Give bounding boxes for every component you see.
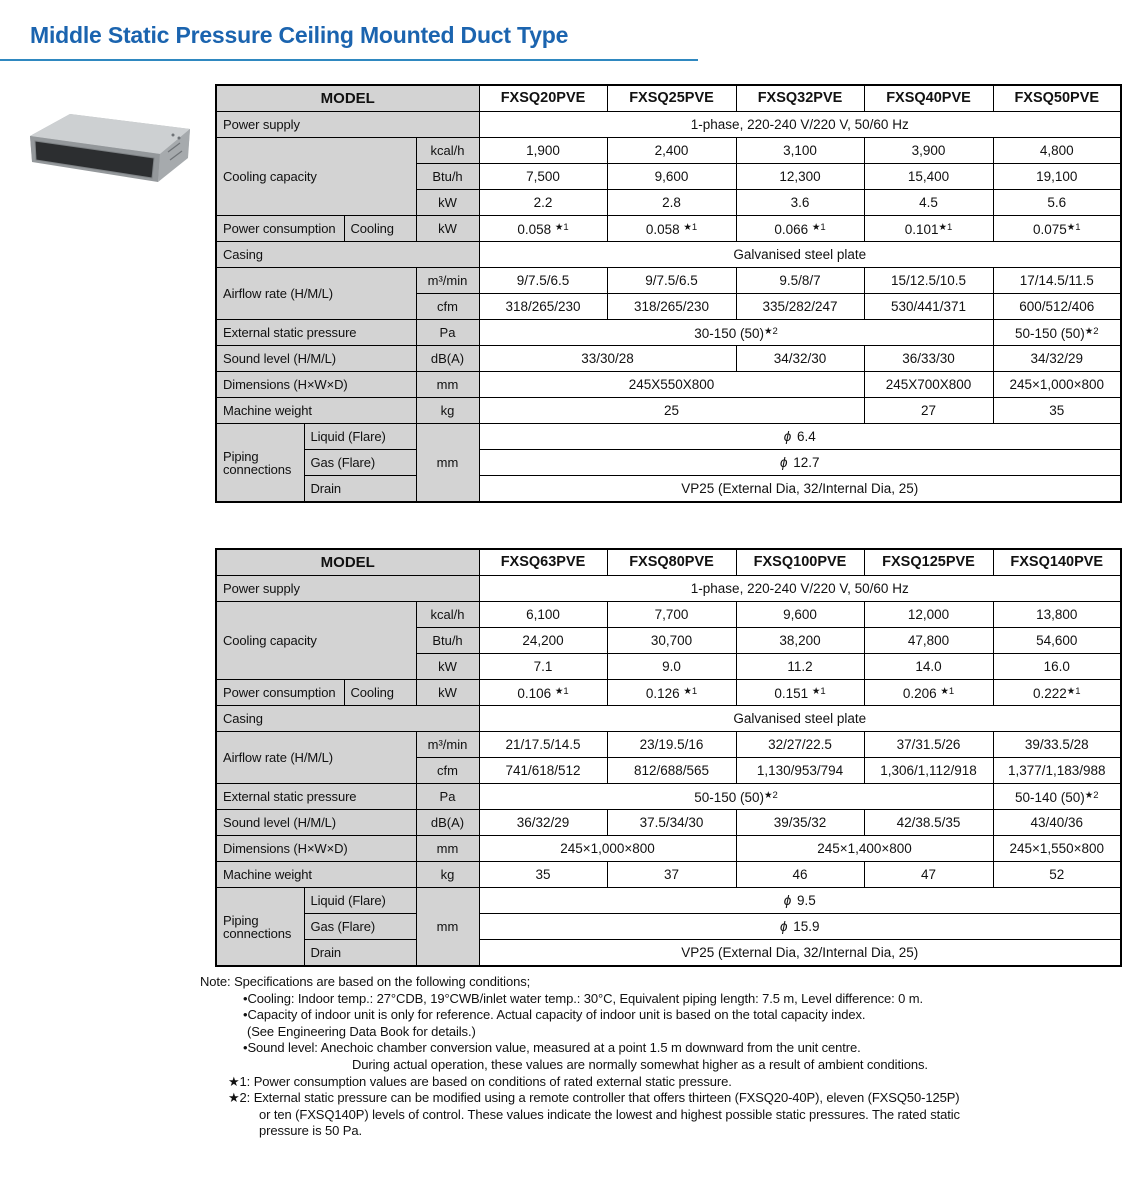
spec-value: 3,900 [864, 138, 993, 164]
footnote-marker: ★1 [1066, 686, 1081, 697]
row-label: Piping connections [216, 424, 304, 503]
model-name: FXSQ63PVE [479, 549, 607, 576]
footnote-marker: ★1 [940, 686, 955, 697]
unit-label: dB(A) [416, 346, 479, 372]
spec-value: 1-phase, 220-240 V/220 V, 50/60 Hz [479, 112, 1121, 138]
spec-value: 36/32/29 [479, 810, 607, 836]
unit-label: mm [416, 836, 479, 862]
row-label: External static pressure [216, 784, 416, 810]
note-line: Note: Specifications are based on the following conditions; [200, 974, 531, 989]
unit-label: cfm [416, 294, 479, 320]
model-name: FXSQ100PVE [736, 549, 864, 576]
model-header: MODEL [216, 85, 479, 112]
unit-label: Pa [416, 320, 479, 346]
note-line: ★2: External static pressure can be modified using a remote controller that offers thirteen (FXSQ20-40P), eleven (FXSQ50-125P) [228, 1090, 960, 1106]
spec-value: 12,000 [864, 602, 993, 628]
spec-value: Galvanised steel plate [479, 706, 1121, 732]
notes [200, 974, 960, 1140]
spec-value: 35 [479, 862, 607, 888]
spec-value: 2,400 [607, 138, 736, 164]
title-rule [0, 59, 698, 61]
row-label: Drain [304, 476, 416, 503]
spec-value: $0.075^{★1}$ [993, 216, 1121, 242]
phi-symbol: ϕ [779, 455, 788, 470]
spec-value: 54,600 [993, 628, 1121, 654]
spec-table-fxsq63-140 [215, 548, 1122, 967]
model-name: FXSQ140PVE [993, 549, 1121, 576]
spec-value: 38,200 [736, 628, 864, 654]
spec-value: 35 [993, 398, 1121, 424]
unit-label: kW [416, 654, 479, 680]
row-label: Cooling capacity [216, 602, 416, 680]
footnote-marker: ★2 [763, 326, 778, 337]
note-line: pressure is 50 Pa. [259, 1123, 362, 1139]
row-label: Machine weight [216, 398, 416, 424]
unit-label: mm [416, 372, 479, 398]
spec-value: 19,100 [993, 164, 1121, 190]
spec-value: 50-150 $(50)^{★2}$ [479, 784, 993, 810]
spec-value: 27 [864, 398, 993, 424]
unit-label: dB(A) [416, 810, 479, 836]
spec-value: 7.1 [479, 654, 607, 680]
spec-value: 318/265/230 [479, 294, 607, 320]
spec-value: 0.206 $^{★1}$ [864, 680, 993, 706]
model-name: FXSQ25PVE [607, 85, 736, 112]
footnote-marker: ★2 [1084, 326, 1099, 337]
model-name: FXSQ40PVE [864, 85, 993, 112]
row-label: Liquid (Flare) [304, 888, 416, 914]
row-label: Airflow rate (H/M/L) [216, 268, 416, 320]
row-label: Power supply [216, 576, 479, 602]
spec-value: 12,300 [736, 164, 864, 190]
footnote-marker: ★2 [1084, 790, 1099, 801]
spec-value: 37 [607, 862, 736, 888]
spec-value: 2.2 [479, 190, 607, 216]
spec-value: 33/30/28 [479, 346, 736, 372]
spec-value: 245×1,400×800 [736, 836, 993, 862]
row-label: Power consumption [216, 680, 344, 706]
spec-value: 1,306/1,112/918 [864, 758, 993, 784]
spec-value: ϕ 9.5 [479, 888, 1121, 914]
spec-value: 0.058 $^{★1}$ [479, 216, 607, 242]
spec-value: 14.0 [864, 654, 993, 680]
spec-value: 39/33.5/28 [993, 732, 1121, 758]
spec-value: 0.151 $^{★1}$ [736, 680, 864, 706]
spec-value: $0.101^{★1}$ [864, 216, 993, 242]
footnote-marker: ★1 [938, 222, 953, 233]
model-name: FXSQ50PVE [993, 85, 1121, 112]
spec-value: 50-140 $(50)^{★2}$ [993, 784, 1121, 810]
spec-value: 37/31.5/26 [864, 732, 993, 758]
model-name: FXSQ20PVE [479, 85, 607, 112]
spec-value: 5.6 [993, 190, 1121, 216]
product-image [12, 106, 202, 201]
spec-value: ϕ 6.4 [479, 424, 1121, 450]
spec-value: 741/618/512 [479, 758, 607, 784]
duct-unit-illustration [12, 106, 202, 201]
row-label: Piping connections [216, 888, 304, 967]
spec-value: 7,500 [479, 164, 607, 190]
spec-value: 34/32/30 [736, 346, 864, 372]
unit-label: kW [416, 680, 479, 706]
footnote-marker: ★1 [811, 686, 826, 697]
spec-value: 9,600 [607, 164, 736, 190]
row-label: Cooling [344, 680, 416, 706]
spec-value: 4,800 [993, 138, 1121, 164]
model-name: FXSQ80PVE [607, 549, 736, 576]
spec-value: 812/688/565 [607, 758, 736, 784]
spec-value: 9/7.5/6.5 [479, 268, 607, 294]
spec-value: 39/35/32 [736, 810, 864, 836]
unit-label: kW [416, 190, 479, 216]
note-line: (See Engineering Data Book for details.) [247, 1023, 476, 1039]
spec-value: 52 [993, 862, 1121, 888]
spec-value: 7,700 [607, 602, 736, 628]
spec-value: 3,100 [736, 138, 864, 164]
spec-value: 46 [736, 862, 864, 888]
spec-value: 9.5/8/7 [736, 268, 864, 294]
spec-value: ϕ 15.9 [479, 914, 1121, 940]
unit-label: Btu/h [416, 628, 479, 654]
unit-label: m³/min [416, 268, 479, 294]
model-header: MODEL [216, 549, 479, 576]
spec-value: 0.126 $^{★1}$ [607, 680, 736, 706]
row-label: Sound level (H/M/L) [216, 810, 416, 836]
spec-value: 47 [864, 862, 993, 888]
note-line: •Cooling: Indoor temp.: 27°CDB, 19°CWB/inlet water temp.: 30°C, Equivalent piping length: 7.5 m, Level difference: 0 m. [243, 990, 924, 1006]
footnote-marker: ★1 [811, 222, 826, 233]
spec-value: 25 [479, 398, 864, 424]
spec-value: 47,800 [864, 628, 993, 654]
note-line: ★1: Power consumption values are based on conditions of rated external static pressure. [228, 1073, 732, 1089]
spec-value: 17/14.5/11.5 [993, 268, 1121, 294]
spec-value: 15/12.5/10.5 [864, 268, 993, 294]
spec-value: VP25 (External Dia, 32/Internal Dia, 25) [479, 476, 1121, 503]
row-label: Casing [216, 706, 479, 732]
spec-value: 34/32/29 [993, 346, 1121, 372]
spec-value: 245X550X800 [479, 372, 864, 398]
footnote-marker: ★1 [554, 686, 569, 697]
spec-value: 1,130/953/794 [736, 758, 864, 784]
row-label: Gas (Flare) [304, 914, 416, 940]
unit-label: kW [416, 216, 479, 242]
spec-value: 9,600 [736, 602, 864, 628]
spec-value: 9.0 [607, 654, 736, 680]
row-label: Liquid (Flare) [304, 424, 416, 450]
spec-value: 50-150 $(50)^{★2}$ [993, 320, 1121, 346]
model-name: FXSQ32PVE [736, 85, 864, 112]
spec-value: 24,200 [479, 628, 607, 654]
spec-value: 16.0 [993, 654, 1121, 680]
page-title: Middle Static Pressure Ceiling Mounted Duct Type [30, 22, 569, 48]
footnote-marker: ★1 [683, 222, 698, 233]
spec-value: 245X700X800 [864, 372, 993, 398]
unit-label: mm [416, 424, 479, 503]
footnote-marker: ★1 [1066, 222, 1081, 233]
spec-value: 36/33/30 [864, 346, 993, 372]
spec-value: 43/40/36 [993, 810, 1121, 836]
spec-value: 13,800 [993, 602, 1121, 628]
note-line: •Sound level: Anechoic chamber conversion value, measured at a point 1.5 m downward from the unit centre. [243, 1040, 861, 1056]
spec-value: 6,100 [479, 602, 607, 628]
spec-value: 4.5 [864, 190, 993, 216]
unit-label: m³/min [416, 732, 479, 758]
spec-value: ϕ 12.7 [479, 450, 1121, 476]
unit-label: Btu/h [416, 164, 479, 190]
note-line: or ten (FXSQ140P) levels of control. These values indicate the lowest and highest possible static pressures. The rated static [259, 1106, 960, 1122]
unit-label: kcal/h [416, 602, 479, 628]
phi-symbol: ϕ [779, 919, 788, 934]
spec-table-fxsq20-50 [215, 84, 1122, 503]
unit-label: kg [416, 862, 479, 888]
model-name: FXSQ125PVE [864, 549, 993, 576]
unit-label: kcal/h [416, 138, 479, 164]
spec-value: $0.222^{★1}$ [993, 680, 1121, 706]
spec-value: 335/282/247 [736, 294, 864, 320]
unit-label: cfm [416, 758, 479, 784]
note-line: •Capacity of indoor unit is only for reference. Actual capacity of indoor unit is based on the total capacity index. [243, 1007, 866, 1023]
spec-value: 37.5/34/30 [607, 810, 736, 836]
row-label: Dimensions (H×W×D) [216, 836, 416, 862]
unit-label: Pa [416, 784, 479, 810]
spec-value: 2.8 [607, 190, 736, 216]
spec-value: 0.106 $^{★1}$ [479, 680, 607, 706]
spec-value: 30,700 [607, 628, 736, 654]
spec-value: 245×1,550×800 [993, 836, 1121, 862]
row-label: Airflow rate (H/M/L) [216, 732, 416, 784]
spec-value: 318/265/230 [607, 294, 736, 320]
spec-value: 1,900 [479, 138, 607, 164]
row-label: Dimensions (H×W×D) [216, 372, 416, 398]
row-label: Casing [216, 242, 479, 268]
spec-value: 1,377/1,183/988 [993, 758, 1121, 784]
spec-value: 245×1,000×800 [993, 372, 1121, 398]
footnote-marker: ★1 [554, 222, 569, 233]
spec-value: 9/7.5/6.5 [607, 268, 736, 294]
footnote-marker: ★2 [763, 790, 778, 801]
spec-value: Galvanised steel plate [479, 242, 1121, 268]
spec-value: 530/441/371 [864, 294, 993, 320]
spec-value: 23/19.5/16 [607, 732, 736, 758]
row-label: Power supply [216, 112, 479, 138]
note-line: During actual operation, these values are normally somewhat higher as a result of ambient conditions. [352, 1056, 928, 1072]
row-label: Sound level (H/M/L) [216, 346, 416, 372]
spec-value: 21/17.5/14.5 [479, 732, 607, 758]
unit-label: kg [416, 398, 479, 424]
row-label: Gas (Flare) [304, 450, 416, 476]
row-label: Machine weight [216, 862, 416, 888]
spec-value: 30-150 $(50)^{★2}$ [479, 320, 993, 346]
row-label: Power consumption [216, 216, 344, 242]
spec-value: 0.066 $^{★1}$ [736, 216, 864, 242]
row-label: Cooling capacity [216, 138, 416, 216]
row-label: Drain [304, 940, 416, 967]
spec-value: 3.6 [736, 190, 864, 216]
spec-value: 11.2 [736, 654, 864, 680]
spec-value: 1-phase, 220-240 V/220 V, 50/60 Hz [479, 576, 1121, 602]
spec-value: 15,400 [864, 164, 993, 190]
unit-label: mm [416, 888, 479, 967]
phi-symbol: ϕ [783, 429, 792, 444]
phi-symbol: ϕ [783, 893, 792, 908]
spec-value: 245×1,000×800 [479, 836, 736, 862]
spec-value: 0.058 $^{★1}$ [607, 216, 736, 242]
row-label: External static pressure [216, 320, 416, 346]
spec-value: VP25 (External Dia, 32/Internal Dia, 25) [479, 940, 1121, 967]
row-label: Cooling [344, 216, 416, 242]
spec-value: 600/512/406 [993, 294, 1121, 320]
spec-value: 32/27/22.5 [736, 732, 864, 758]
spec-value: 42/38.5/35 [864, 810, 993, 836]
footnote-marker: ★1 [683, 686, 698, 697]
